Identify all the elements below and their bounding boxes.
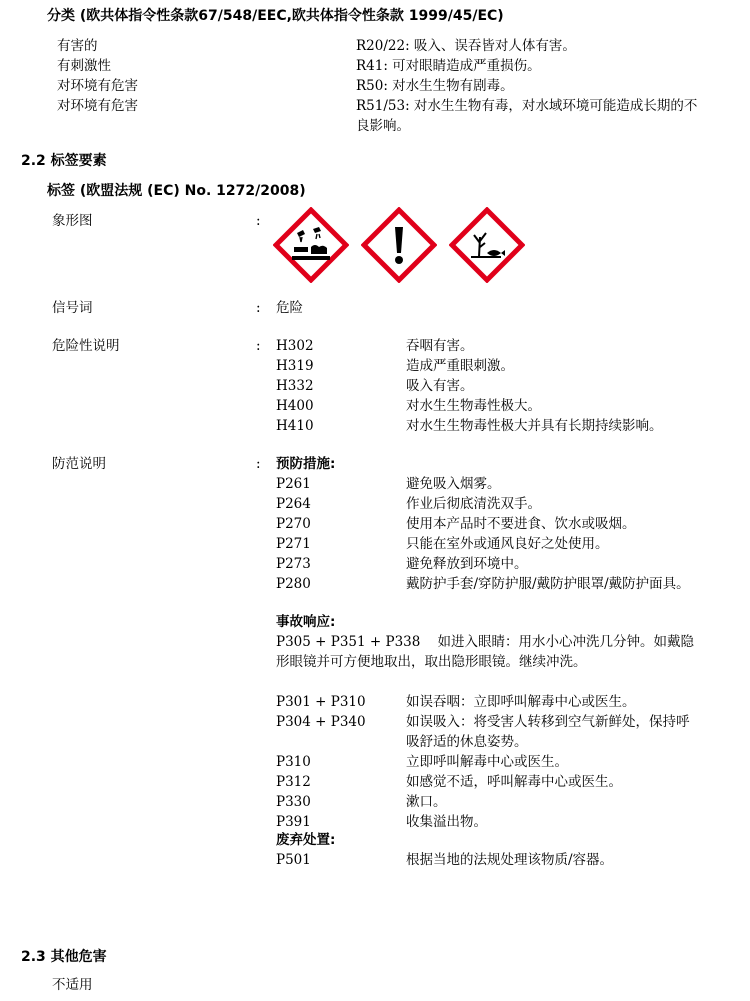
exclamation-pictogram-icon <box>361 207 437 283</box>
precaution-code: P501 <box>276 852 311 868</box>
response-title: 事故响应: <box>276 614 336 630</box>
hazard-text: 对水生生物毒性极大并具有长期持续影响。 <box>406 418 663 434</box>
hazard-text: 吸入有害。 <box>406 378 474 394</box>
hazard-text: 对水生生物毒性极大。 <box>406 398 541 414</box>
precaution-row <box>0 574 750 614</box>
hazard-row <box>0 376 750 396</box>
hazard-row <box>0 396 750 416</box>
precaution-text: 立即呼叫解毒中心或医生。 <box>406 754 568 770</box>
precaution-row <box>0 494 750 514</box>
precaution-text: 避免吸入烟雾。 <box>406 476 501 492</box>
pictogram-label: 象形图 <box>52 213 93 229</box>
precaution-code: P301 + P310 <box>276 694 366 710</box>
hazard-code: H332 <box>276 378 314 394</box>
precaution-row <box>0 692 750 712</box>
hazard-code: H400 <box>276 398 314 414</box>
precaution-code: P261 <box>276 476 311 492</box>
colon: : <box>256 456 261 472</box>
classification-label: 对环境有危害 <box>57 98 138 114</box>
precaution-code: P391 <box>276 814 311 830</box>
precaution-code: P264 <box>276 496 311 512</box>
disposal-title: 废弃处置: <box>276 832 336 848</box>
precaution-text: 使用本产品时不要进食、饮水或吸烟。 <box>406 516 636 532</box>
classification-label: 有害的 <box>57 38 98 54</box>
precaution-row <box>0 514 750 534</box>
precaution-text: 如感觉不适，呼叫解毒中心或医生。 <box>406 774 622 790</box>
environment-pictogram-icon <box>449 207 525 283</box>
precaution-code: P270 <box>276 516 311 532</box>
label-subheading: 标签 (欧盟法规 (EC) No. 1272/2008) <box>47 183 306 199</box>
precaution-code: P310 <box>276 754 311 770</box>
precaution-code: P330 <box>276 794 311 810</box>
precaution-code: P280 <box>276 576 311 592</box>
corrosion-pictogram-icon <box>273 207 349 283</box>
classification-value: R50: 对水生生物有剧毒。 <box>356 78 514 94</box>
hazard-row <box>0 336 750 356</box>
precaution-row <box>0 752 750 772</box>
classification-value: R41: 可对眼睛造成严重损伤。 <box>356 58 541 74</box>
hazard-code: H319 <box>276 358 314 374</box>
precaution-row <box>0 772 750 792</box>
precaution-text: 作业后彻底清洗双手。 <box>406 496 541 512</box>
precaution-text: 漱口。 <box>406 794 447 810</box>
precaution-text: 收集溢出物。 <box>406 814 487 830</box>
section-22-heading: 2.2 标签要素 <box>21 153 107 169</box>
classification-value: R20/22: 吸入、误吞皆对人体有害。 <box>356 38 576 54</box>
precaution-row <box>0 812 750 832</box>
hazard-text: 造成严重眼刺激。 <box>406 358 514 374</box>
hazard-code: H410 <box>276 418 314 434</box>
precaution-row <box>0 792 750 812</box>
classification-value: R51/53: 对水生生物有毒，对水域环境可能造成长期的不良影响。 <box>356 98 698 134</box>
hazard-text: 吞咽有害。 <box>406 338 474 354</box>
precaution-row <box>0 712 750 752</box>
precaution-code: P312 <box>276 774 311 790</box>
hazard-code: H302 <box>276 338 314 354</box>
hazard-row <box>0 416 750 436</box>
precaution-text: 戴防护手套/穿防护服/戴防护眼罩/戴防护面具。 <box>406 576 690 592</box>
colon: : <box>256 300 261 316</box>
precaution-text: 只能在室外或通风良好之处使用。 <box>406 536 609 552</box>
precautionary-statements-label: 防范说明 <box>52 456 106 472</box>
precaution-row <box>0 554 750 574</box>
classification-label: 有刺激性 <box>57 58 111 74</box>
response-first-statement: P305 + P351 + P338 如进入眼睛：用水小心冲洗几分钟。如戴隐形眼镜并可方便地取出，取出隐形眼镜。继续冲洗。 <box>276 634 695 670</box>
precaution-row <box>0 534 750 554</box>
precaution-row <box>0 474 750 494</box>
precaution-text: 避免释放到环境中。 <box>406 556 528 572</box>
section-23-heading: 2.3 其他危害 <box>21 949 107 965</box>
colon: : <box>256 338 261 354</box>
other-hazards-text: 不适用 <box>52 977 93 993</box>
hazard-statements-label: 危险性说明 <box>52 338 120 354</box>
signal-word-label: 信号词 <box>52 300 93 316</box>
precaution-text: 如误吞咽：立即呼叫解毒中心或医生。 <box>406 694 636 710</box>
colon: : <box>256 213 261 229</box>
classification-label: 对环境有危害 <box>57 78 138 94</box>
precaution-text: 根据当地的法规处理该物质/容器。 <box>406 852 614 868</box>
precaution-row <box>0 850 750 870</box>
classification-heading: 分类 (欧共体指令性条款67/548/EEC,欧共体指令性条款 1999/45/EC) <box>47 8 504 24</box>
precaution-code: P271 <box>276 536 311 552</box>
prevention-title: 预防措施: <box>276 456 336 472</box>
signal-word-value: 危险 <box>276 300 303 316</box>
hazard-row <box>0 356 750 376</box>
precaution-code: P273 <box>276 556 311 572</box>
precaution-code: P304 + P340 <box>276 714 366 730</box>
precaution-text: 如误吸入：将受害人转移到空气新鲜处，保持呼吸舒适的休息姿势。 <box>406 714 690 750</box>
